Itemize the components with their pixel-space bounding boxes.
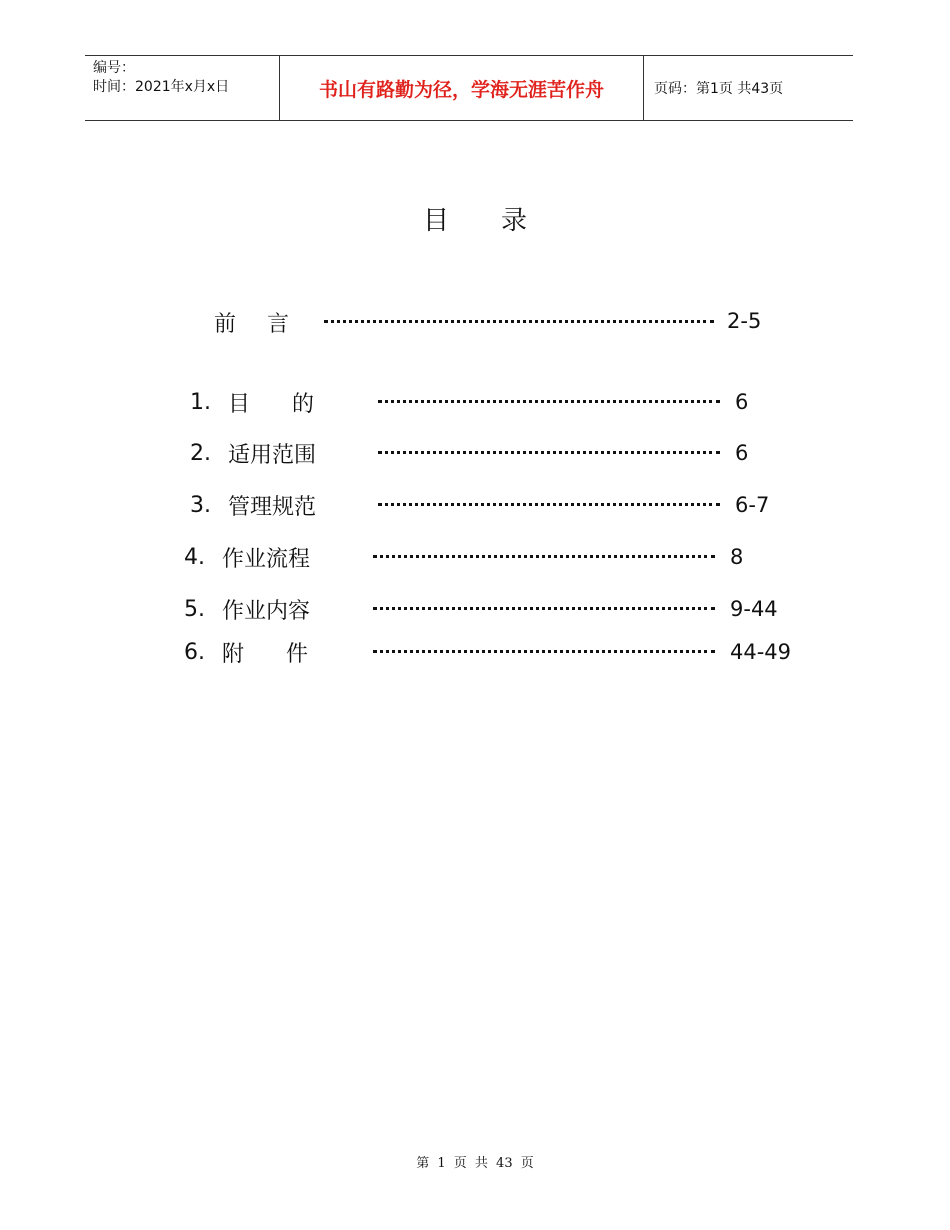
document-time-label: 时间：2021年x月x日	[93, 79, 230, 95]
toc-entry-number: 1.	[190, 389, 211, 415]
toc-entry-number: 5.	[184, 596, 205, 622]
toc-entry-number: 4.	[184, 544, 205, 570]
toc-entry-4[interactable]	[184, 541, 310, 573]
toc-dot-leader	[373, 555, 715, 558]
page-footer: 第 1 页 共 43 页	[416, 1156, 534, 1171]
toc-entry-number: 2.	[190, 440, 211, 466]
toc-entry-number: 6.	[184, 639, 205, 665]
toc-entry-3[interactable]	[190, 489, 316, 521]
toc-entry-page: 6-7	[735, 493, 770, 517]
toc-entry-preface[interactable]	[214, 306, 301, 338]
toc-dot-leader	[373, 650, 715, 653]
toc-entry-page: 9-44	[730, 597, 778, 621]
toc-dot-leader	[378, 503, 720, 506]
toc-dot-leader	[373, 607, 715, 610]
header-page-label: 页码：第1页 共43页	[654, 81, 784, 97]
toc-dot-leader	[378, 400, 720, 403]
toc-entry-page: 8	[730, 545, 744, 569]
toc-entry-label: 附 件	[222, 641, 308, 667]
toc-entry-2[interactable]	[190, 437, 316, 469]
toc-entry-6[interactable]	[184, 636, 308, 668]
page-header	[85, 55, 853, 121]
toc-dot-leader	[378, 451, 720, 454]
toc-entry-label: 前 言	[214, 311, 301, 337]
toc-entry-page: 2-5	[727, 309, 762, 333]
toc-entry-5[interactable]	[184, 593, 310, 625]
toc-entry-label: 适用范围	[228, 442, 317, 468]
document-number-label: 编号：	[93, 60, 135, 76]
toc-entry-label: 目 的	[228, 391, 314, 417]
toc-entry-label: 作业流程	[222, 546, 311, 572]
toc-entry-1[interactable]	[190, 386, 314, 418]
toc-entry-label: 管理规范	[228, 494, 317, 520]
header-motto: 书山有路勤为径，学海无涯苦作舟	[280, 56, 644, 120]
toc-entry-page: 6	[735, 390, 749, 414]
header-meta	[85, 56, 280, 120]
toc-entry-page: 44-49	[730, 640, 792, 664]
toc-entry-page: 6	[735, 441, 749, 465]
toc-dot-leader	[324, 320, 714, 323]
toc-title: 目录	[422, 206, 579, 236]
toc-entry-label: 作业内容	[222, 598, 311, 624]
toc-entry-number: 3.	[190, 492, 211, 518]
